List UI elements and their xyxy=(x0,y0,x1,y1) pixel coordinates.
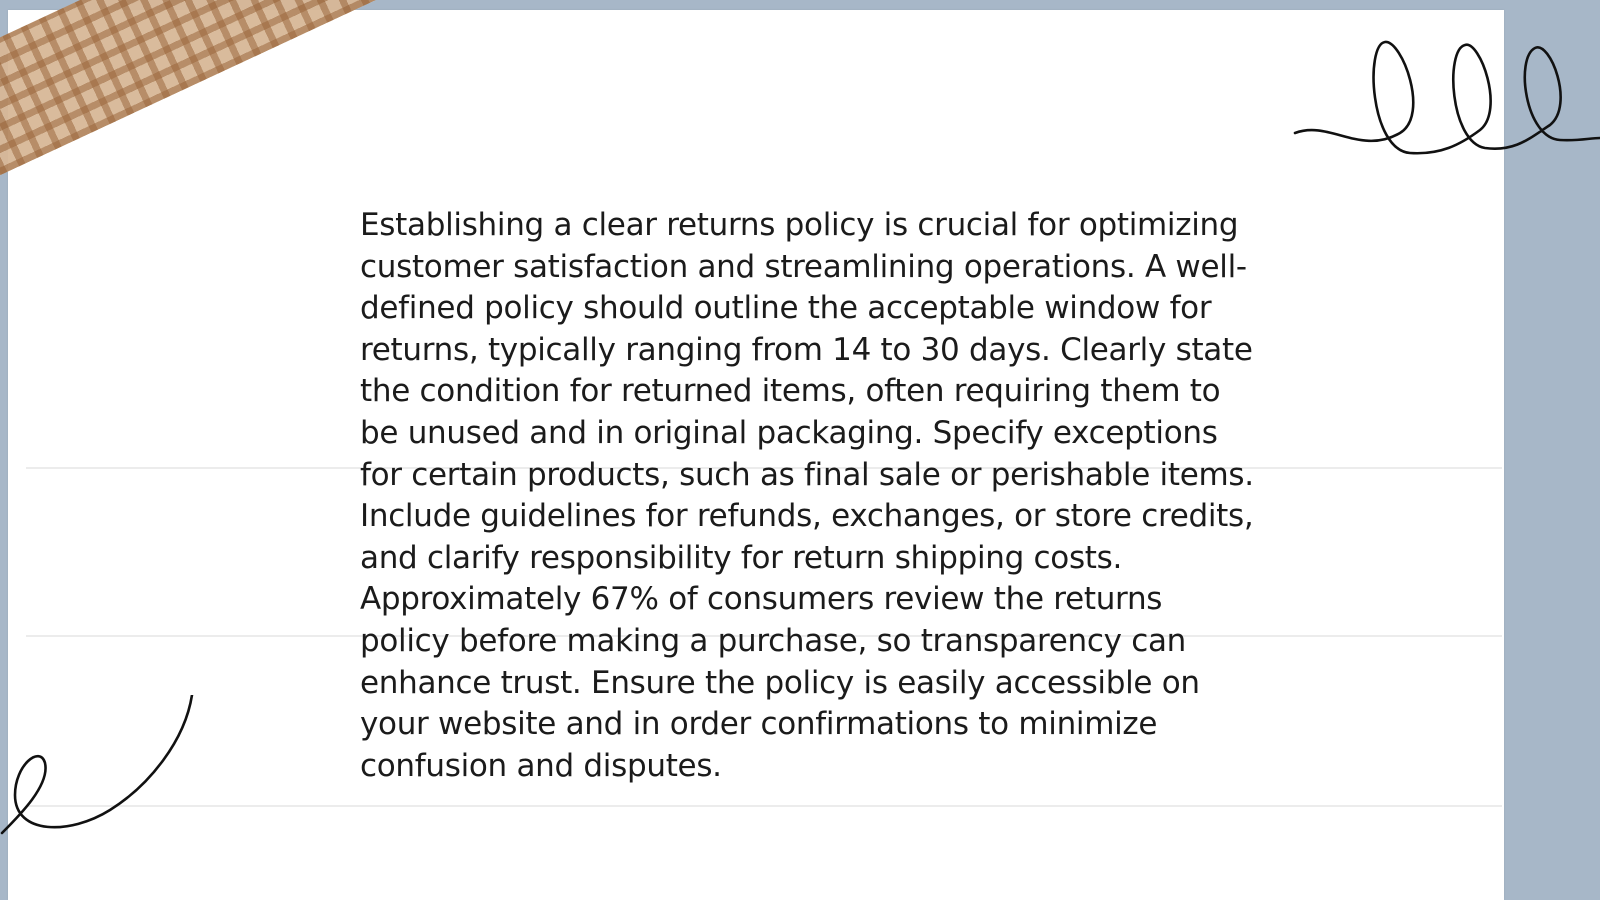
ruled-line xyxy=(26,805,1502,807)
loop-squiggle-doodle xyxy=(1290,30,1600,170)
swirl-doodle xyxy=(0,695,210,850)
returns-policy-paragraph: Establishing a clear returns policy is crucial for optimizing customer satisfaction and streamlining operations. A well-defined policy should outline the acceptable window for returns, typically ranging from 14 to 30 days. Clearly state the condition for returned items, often requiring them to be unused and in original packaging. Specify exceptions for certain products, such as final sale or perishable items. Include guidelines for refunds, exchanges, or store credits, and clarify responsibility for return shipping costs. Approximately 67% of consumers review the returns policy before making a purchase, so transparency can enhance trust. Ensure the policy is easily accessible on your website and in order confirmations to minimize confusion and disputes. xyxy=(360,207,1254,784)
